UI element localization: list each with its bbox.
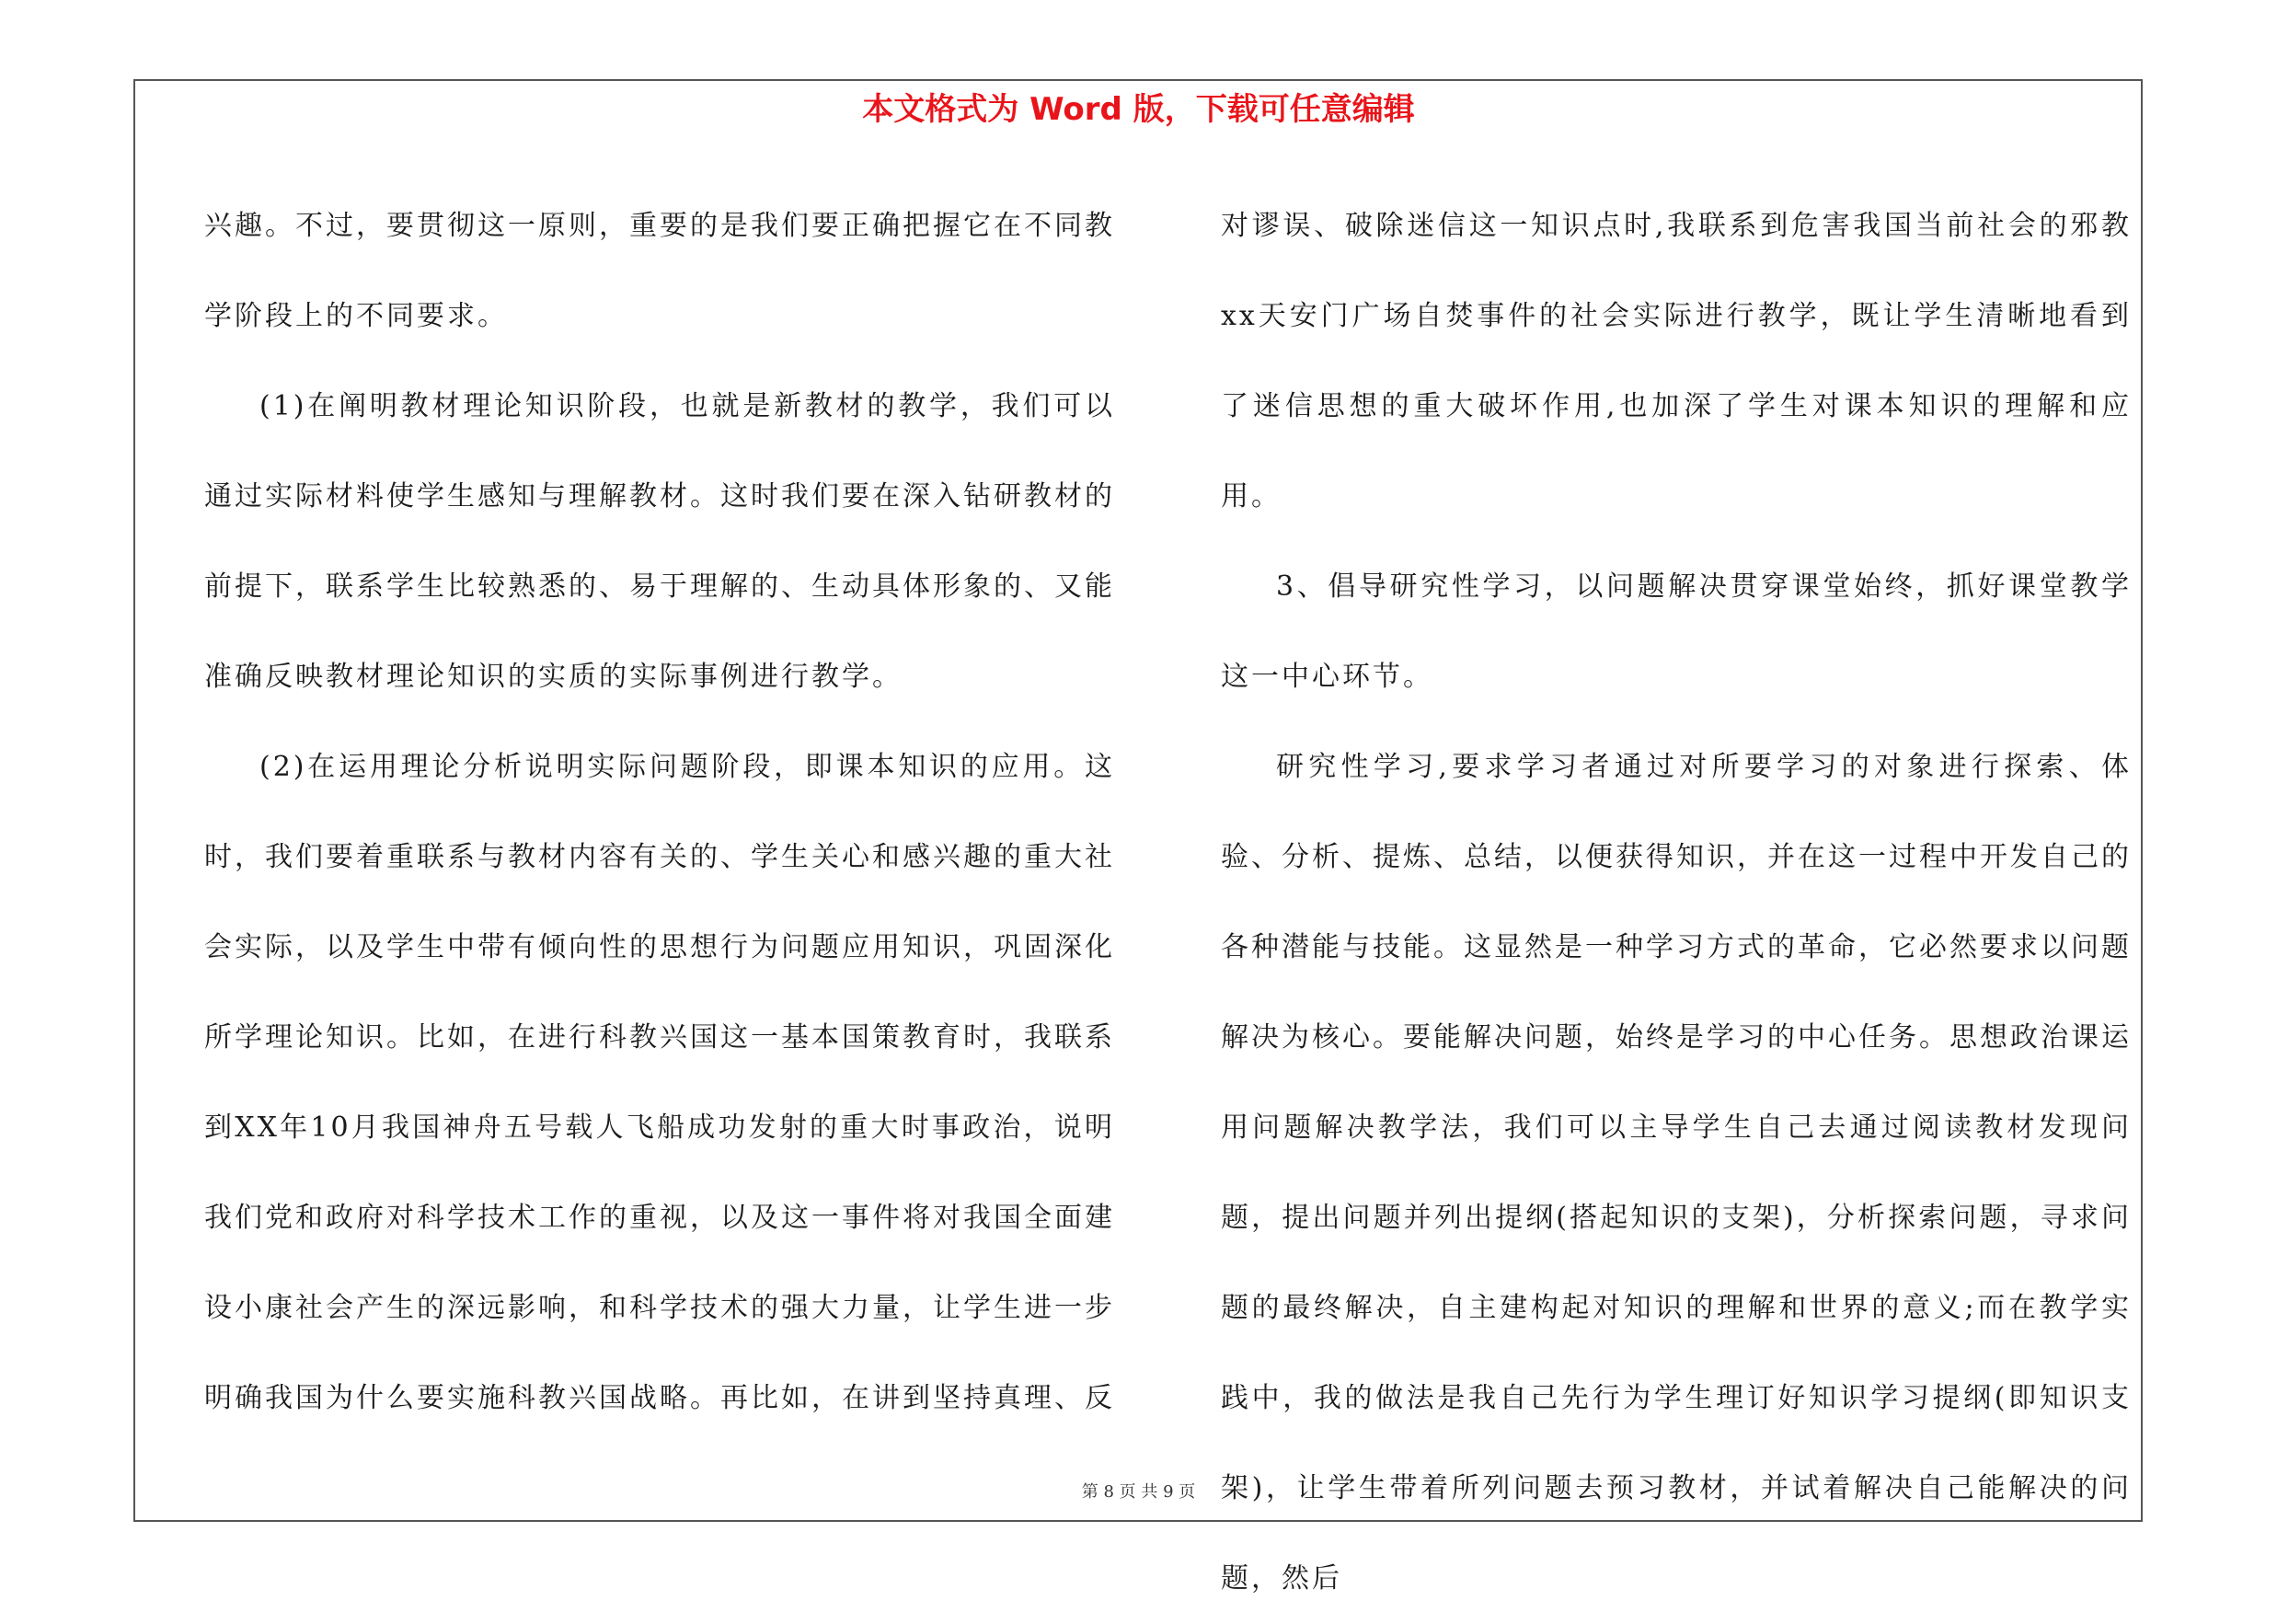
header-banner: 本文格式为 Word 版，下载可任意编辑 [862,91,1415,128]
left-paragraph-2: (1)在阐明教材理论知识阶段，也就是新教材的教学，我们可以通过实际材料使学生感知与理解教材。这时我们要在深入钻研教材的前提下，联系学生比较熟悉的、易于理解的、生动具体形象的、又能准确反映教材理论知识的实质的实际事例进行教学。 [204,390,1115,693]
left-column [204,181,1115,1444]
right-paragraph-2: 3、倡导研究性学习，以问题解决贯穿课堂始终，抓好课堂教学这一中心环节。 [1221,570,2132,693]
left-paragraph-1: 兴趣。不过，要贯彻这一原则，重要的是我们要正确把握它在不同教学阶段上的不同要求。 [204,210,1115,332]
right-paragraph-1: 对谬误、破除迷信这一知识点时,我联系到危害我国当前社会的邪教xx天安门广场自焚事件的社会实际进行教学，既让学生清晰地看到了迷信思想的重大破坏作用,也加深了学生对课本知识的理解和应用。 [1221,210,2132,513]
right-paragraph-3: 研究性学习,要求学习者通过对所要学习的对象进行探索、体验、分析、提炼、总结，以便获得知识，并在这一过程中开发自己的各种潜能与技能。这显然是一种学习方式的革命，它必然要求以问题解决为核心。要能解决问题，始终是学习的中心任务。思想政治课运用问题解决教学法，我们可以主导学生自己去通过阅读教材发现问题，提出问题并列出提纲(搭起知识的支架)，分析探索问题，寻求问题的最终解决，自主建构起对知识的理解和世界的意义;而在教学实践中，我的做法是我自己先行为学生理订好知识学习提纲(即知识支架)，让学生带着所列问题去预习教材，并试着解决自己能解决的问题，然后 [1221,751,2132,1595]
page-number-footer: 第 8 页 共 9 页 [1081,1482,1196,1502]
right-column [1221,181,2132,1624]
left-paragraph-3: (2)在运用理论分析说明实际问题阶段，即课本知识的应用。这时，我们要着重联系与教材内容有关的、学生关心和感兴趣的重大社会实际，以及学生中带有倾向性的思想行为问题应用知识，巩固深化所学理论知识。比如，在进行科教兴国这一基本国策教育时，我联系到XX年10月我国神舟五号载人飞船成功发射的重大时事政治，说明我们党和政府对科学技术工作的重视，以及这一事件将对我国全面建设小康社会产生的深远影响，和科学技术的强大力量，让学生进一步明确我国为什么要实施科教兴国战略。再比如，在讲到坚持真理、反 [204,751,1115,1414]
